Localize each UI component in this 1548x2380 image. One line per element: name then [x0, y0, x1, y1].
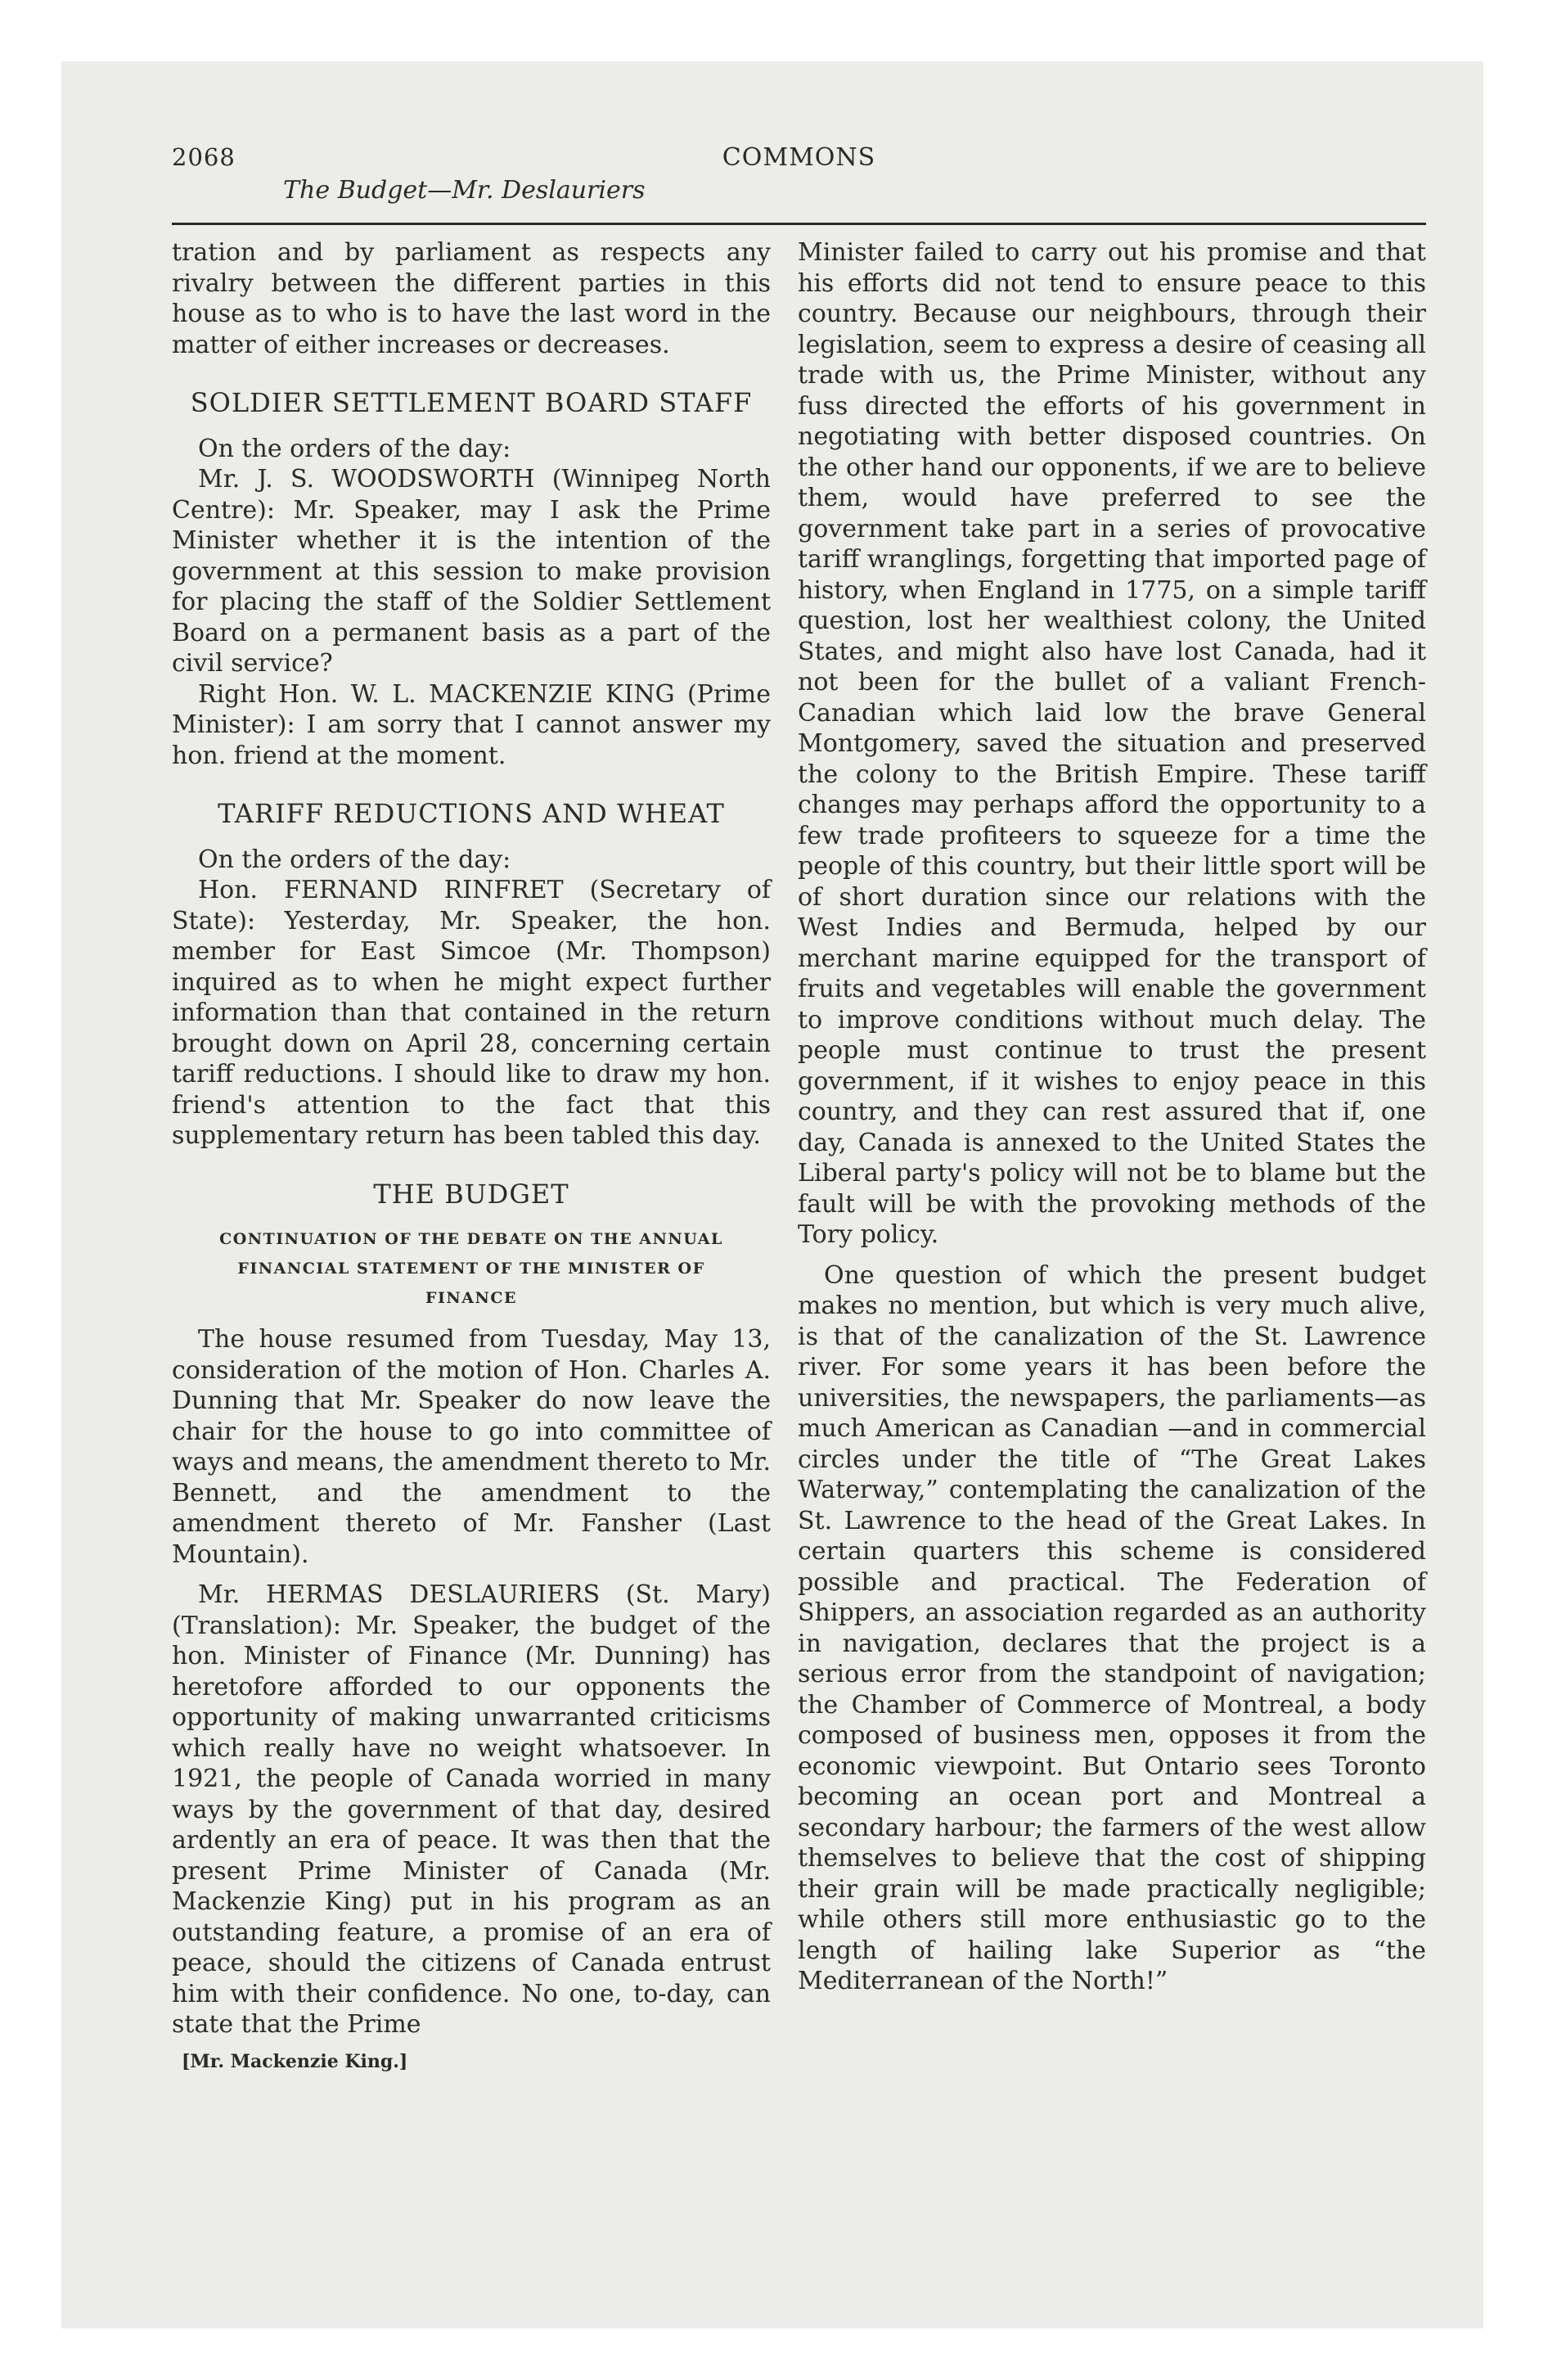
chamber-title: COMMONS [722, 143, 876, 172]
section-heading-tariff: TARIFF REDUCTIONS AND WHEAT [218, 798, 725, 829]
st-lawrence-paragraph: One question of which the present budget makes no mention, but which is very much alive, is that of the canalization of the St. Lawrence river. For some years it has been before the universities, the newspapers, the parliaments—as much American as Canadian —and in commercial circles under the title of “The Great Lakes Waterway,” contemplating the canalization of the St. Lawrence to the head of the Great Lakes. In certain quarters this scheme is considered possible and practical. The Federation of Shippers, an association regarded as an authority in navigation, declares that the project is a serious error from the standpoint of navigation; the Chamber of Commerce of Montreal, a body composed of business men, opposes it from the economic viewpoint. But Ontario sees Toronto becoming an ocean port and Montreal a secondary harbour; the farmers of the west allow themselves to believe that the cost of shipping their grain will be made practically negligible; while others still more enthusiastic go to the length of hailing lake Superior as “the Mediterranean of the North!” [798, 1260, 1426, 1995]
page-number: 2068 [172, 143, 236, 171]
rinfret-statement: Hon. FERNAND RINFRET (Secretary of State): Yesterday, Mr. Speaker, the hon. member for East Simcoe (Mr. Thompson) inquired as to when he might expect further information than that contained in the return brought down on April 28, concerning certain tariff reductions. I should like to draw my hon. friend's attention to the fact that this supplementary return has been tabled this day. [172, 876, 771, 1150]
section-heading-budget: THE BUDGET [373, 1178, 569, 1210]
subheading-line: FINANCE [425, 1289, 517, 1307]
section-heading-soldier-settlement: SOLDIER SETTLEMENT BOARD STAFF [190, 387, 753, 418]
page-header [172, 143, 1426, 217]
left-column [172, 237, 771, 2077]
subheading-line: FINANCIAL STATEMENT OF THE MINISTER OF [237, 1260, 705, 1278]
budget-subheading [172, 1224, 771, 1313]
orders-of-day: On the orders of the day: [198, 845, 511, 874]
running-title: The Budget—Mr. Deslauriers [283, 176, 646, 205]
woodsworth-question: Mr. J. S. WOODSWORTH (Winnipeg North Centre): Mr. Speaker, may I ask the Prime Minister whether it is the intention of the government at this session to make provision for placing the staff of the Soldier Settlement Board on a permanent basis as a part of the civil service? [172, 465, 771, 678]
intro-paragraph: tration and by parliament as respects any rivalry between the different parties in this house as to who is to have the last word in the matter of either increases or decreases. [172, 238, 771, 359]
subheading-line: CONTINUATION OF THE DEBATE ON THE ANNUAL [219, 1230, 723, 1248]
orders-of-day: On the orders of the day: [198, 434, 511, 463]
speech-continuation: Minister failed to carry out his promise and that his efforts did not tend to ensure peace to this country. Because our neighbours, through their legislation, seem to express a desire of ceasing all trade with us, the Prime Minister, without any fuss directed the efforts of his government in negotiating with better disposed countries. On the other hand our opponents, if we are to believe them, would have preferred to see the government take part in a series of provocative tariff wranglings, forgetting that imported page of history, when England in 1775, on a simple tariff question, lost her wealthiest colony, the United States, and might also have lost Canada, had it not been for the bullet of a valiant French-Canadian which laid low the brave General Montgomery, saved the situation and preserved the colony to the British Empire. These tariff changes may perhaps afford the opportunity to a few trade profiteers to squeeze for a time the people of this country, but their little sport will be of short duration since our relations with the West Indies and Bermuda, helped by our merchant marine equipped for the transport of fruits and vegetables will enable the government to improve conditions without much delay. The people must continue to trust the present government, if it wishes to enjoy peace in this country, and they can rest assured that if, one day, Canada is annexed to the United States the Liberal party's policy will not be to blame but the fault will be with the provoking methods of the Tory policy. [798, 238, 1426, 1249]
footer-reference: [Mr. Mackenzie King.] [182, 2050, 408, 2072]
header-rule [172, 223, 1426, 225]
house-resumed-paragraph: The house resumed from Tuesday, May 13, consideration of the motion of Hon. Charles A. Dunning that Mr. Speaker do now leave the chair for the house to go into committee of ways and means, the amendment thereto to Mr. Bennett, and the amendment to the amendment thereto of Mr. Fansher (Last Mountain). [172, 1325, 771, 1569]
deslauriers-speech: Mr. HERMAS DESLAURIERS (St. Mary) (Translation): Mr. Speaker, the budget of the hon. Minister of Finance (Mr. Dunning) has heretofore afforded to our opponents the opportunity of making unwarranted criticisms which really have no weight whatsoever. In 1921, the people of Canada worried in many ways by the government of that day, desired ardently an era of peace. It was then that the present Prime Minister of Canada (Mr. Mackenzie King) put in his program as an outstanding feature, a promise of an era of peace, should the citizens of Canada entrust him with their confidence. No one, to-day, can state that the Prime [172, 1580, 771, 2039]
king-answer: Right Hon. W. L. MACKENZIE KING (Prime Minister): I am sorry that I cannot answer my hon. friend at the moment. [172, 679, 771, 770]
right-column [798, 237, 1426, 1997]
